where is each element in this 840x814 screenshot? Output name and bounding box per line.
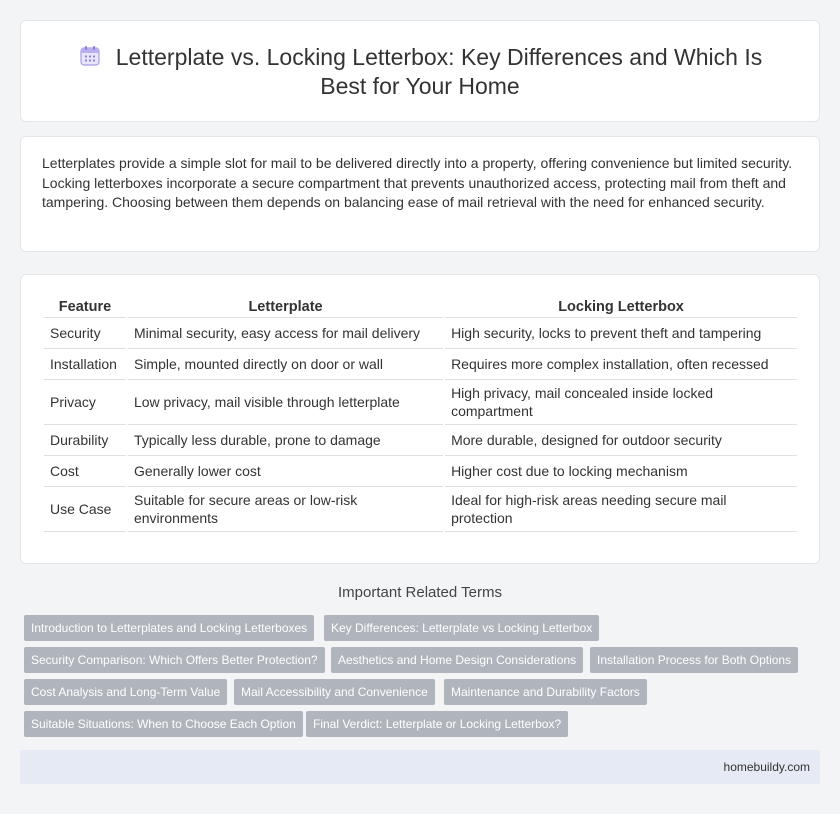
comparison-card (20, 274, 820, 564)
row-locking-letterbox: Ideal for high-risk areas needing secure mail protection (445, 487, 797, 532)
table-header-row (44, 296, 797, 318)
table-row (44, 349, 797, 380)
table-row (44, 487, 797, 532)
related-term-tag[interactable]: Aesthetics and Home Design Considerations (331, 647, 583, 673)
related-term-tag[interactable]: Suitable Situations: When to Choose Each Option (24, 711, 303, 737)
row-locking-letterbox: Higher cost due to locking mechanism (445, 456, 797, 487)
related-term-tag[interactable]: Installation Process for Both Options (590, 647, 798, 673)
related-term-tag[interactable]: Security Comparison: Which Offers Better Protection? (24, 647, 325, 673)
row-letterplate: Minimal security, easy access for mail delivery (128, 318, 443, 349)
row-letterplate: Generally lower cost (128, 456, 443, 487)
table-row (44, 380, 797, 425)
header-letterplate: Letterplate (128, 296, 443, 318)
footer-bar (20, 750, 820, 784)
table-row (44, 425, 797, 456)
footer-site-link[interactable]: homebuildy.com (723, 760, 810, 774)
header-locking-letterbox: Locking Letterbox (445, 296, 797, 318)
row-feature: Cost (44, 456, 126, 487)
related-terms-title: Important Related Terms (338, 584, 502, 601)
row-letterplate: Typically less durable, prone to damage (128, 425, 443, 456)
row-feature: Security (44, 318, 126, 349)
row-locking-letterbox: Requires more complex installation, often recessed (445, 349, 797, 380)
row-letterplate: Suitable for secure areas or low-risk environments (128, 487, 443, 532)
table-row (44, 456, 797, 487)
title-card (20, 20, 820, 122)
table-row (44, 318, 797, 349)
row-feature: Installation (44, 349, 126, 380)
related-term-tag[interactable]: Maintenance and Durability Factors (444, 679, 647, 705)
header-feature: Feature (44, 296, 126, 318)
related-term-tag[interactable]: Mail Accessibility and Convenience (234, 679, 435, 705)
intro-card (20, 136, 820, 252)
comparison-table (42, 296, 799, 532)
related-term-tag[interactable]: Introduction to Letterplates and Locking Letterboxes (24, 615, 314, 641)
calendar-icon (78, 44, 102, 68)
row-locking-letterbox: More durable, designed for outdoor security (445, 425, 797, 456)
page-title: Letterplate vs. Locking Letterbox: Key Differences and Which Is Best for Your Home (115, 44, 763, 99)
row-letterplate: Simple, mounted directly on door or wall (128, 349, 443, 380)
row-locking-letterbox: High privacy, mail concealed inside locked compartment (445, 380, 797, 425)
related-term-tag[interactable]: Cost Analysis and Long-Term Value (24, 679, 227, 705)
row-letterplate: Low privacy, mail visible through letterplate (128, 380, 443, 425)
page-title-wrapper (61, 43, 779, 101)
row-locking-letterbox: High security, locks to prevent theft and tampering (445, 318, 797, 349)
related-term-tag[interactable]: Key Differences: Letterplate vs Locking Letterbox (324, 615, 599, 641)
row-feature: Use Case (44, 487, 126, 532)
intro-paragraph: Letterplates provide a simple slot for mail to be delivered directly into a property, offering convenience but limited security. Locking letterboxes incorporate a secure compartment that prevents unauthorized access, protecting mail from theft and tampering. Choosing between them depends on balancing ease of mail retrieval with the need for enhanced security. (42, 155, 793, 210)
row-feature: Durability (44, 425, 126, 456)
related-term-tag[interactable]: Final Verdict: Letterplate or Locking Letterbox? (306, 711, 568, 737)
row-feature: Privacy (44, 380, 126, 425)
